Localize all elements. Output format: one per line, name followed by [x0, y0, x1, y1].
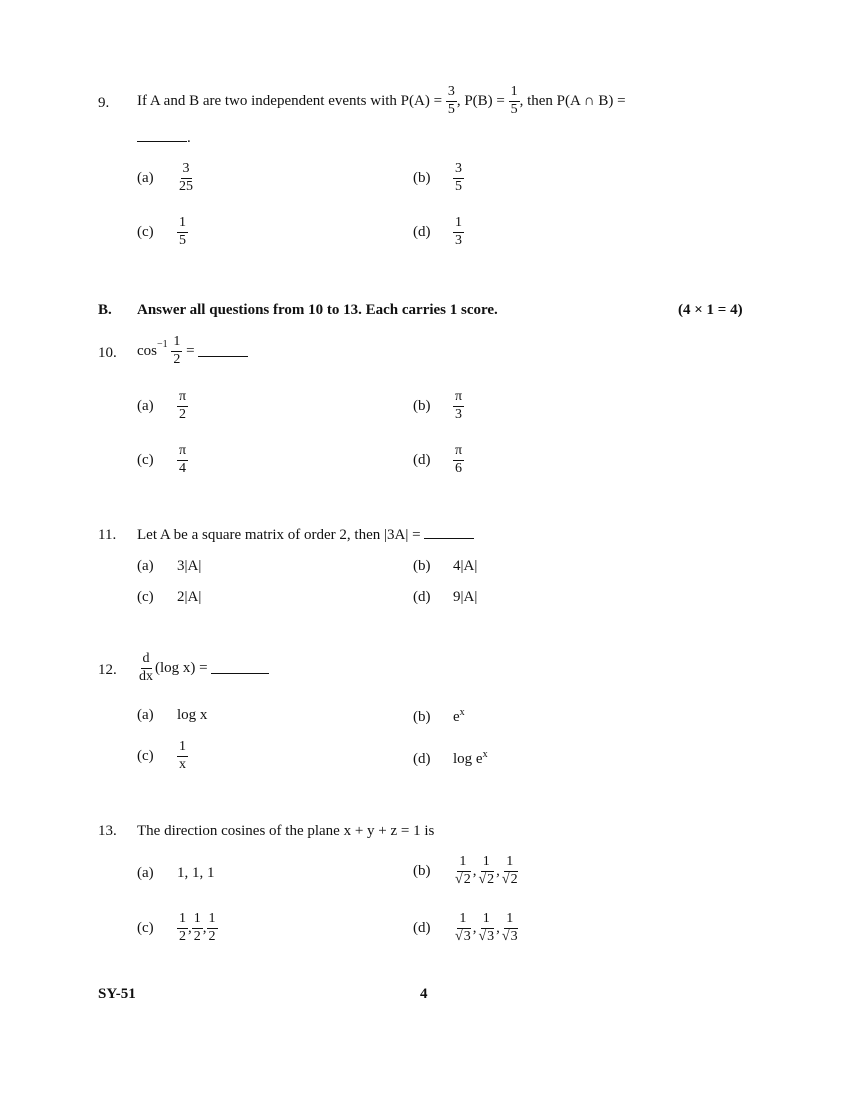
- q10-option-b[interactable]: (b) $\frac{\pi}{3}$: [413, 389, 463, 422]
- q10-stem: [137, 335, 248, 367]
- section-b-instruction: Answer all questions from 10 to 13. Each carries 1 score.: [137, 302, 498, 318]
- q9-option-a[interactable]: (a) $\frac{3}{25}$: [137, 161, 193, 194]
- q13-option-d[interactable]: (d) $\frac{1}{√3}$ , $\frac{1}{√3}$ , $\frac{1}{√3}$: [413, 911, 518, 944]
- q11-stem: Let A be a square matrix of order 2, then |3A| =: [137, 527, 474, 544]
- q12-derivative: $\frac{d}{dx}$: [139, 651, 153, 684]
- q9-option-c[interactable]: (c) $\frac{1}{5}$: [137, 215, 186, 248]
- q9-stem: [137, 85, 626, 117]
- q12-option-d[interactable]: (d) $\log e^x$: [413, 749, 488, 767]
- q11-option-c[interactable]: (c) 2|A|: [137, 589, 202, 605]
- q13-number: 13.: [98, 823, 117, 839]
- q12-stem: [137, 652, 269, 684]
- q9-number: 9.: [98, 95, 110, 111]
- q13-option-a[interactable]: (a) 1, 1, 1: [137, 865, 215, 881]
- q13-option-c[interactable]: (c) $\frac{1}{2}$ , $\frac{1}{2}$ , $\frac{1}{2}$: [137, 911, 216, 944]
- q10-option-a[interactable]: (a) $\frac{\pi}{2}$: [137, 389, 187, 422]
- q9-answer-blank: .: [137, 130, 191, 147]
- section-b-letter: B.: [98, 302, 112, 318]
- q10-option-d[interactable]: (d) $\frac{\pi}{6}$: [413, 443, 463, 476]
- q10-eq: =: [186, 342, 195, 359]
- q10-option-c[interactable]: (c) $\frac{\pi}{4}$: [137, 443, 187, 476]
- section-b-marks: (4 × 1 = 4): [678, 302, 743, 318]
- q12-expr: (log x) =: [155, 659, 208, 676]
- q11-option-a[interactable]: (a) 3|A|: [137, 558, 202, 574]
- q10-number: 10.: [98, 345, 117, 361]
- q9-option-b[interactable]: (b) $\frac{3}{5}$: [413, 161, 462, 194]
- q13-stem: The direction cosines of the plane x + y + z = 1 is: [137, 823, 435, 839]
- q12-number: 12.: [98, 662, 117, 678]
- q10-answer-blank: [198, 356, 248, 357]
- q11-answer-blank: [424, 538, 474, 539]
- q9-pb-fraction: $\frac{1}{5}$: [510, 84, 518, 117]
- q13-option-b[interactable]: (b) $\frac{1}{√2}$ , $\frac{1}{√2}$ , $\frac{1}{√2}$: [413, 854, 518, 887]
- q9-text-c: , then P(A ∩ B) =: [519, 92, 626, 109]
- q10-sup: −1: [157, 339, 168, 350]
- q10-prefix: cos: [137, 342, 157, 359]
- q9-option-d[interactable]: (d) $\frac{1}{3}$: [413, 215, 462, 248]
- q10-fraction: $\frac{1}{2}$: [173, 334, 181, 367]
- q12-option-c[interactable]: (c) $\frac{1}{x}$: [137, 739, 186, 772]
- q12-option-b[interactable]: (b) $e^x$: [413, 707, 465, 725]
- q9-text-b: , P(B) =: [456, 92, 505, 109]
- q9-pa-fraction: $\frac{3}{5}$: [447, 84, 455, 117]
- q9-text-a: If A and B are two independent events with P(A) =: [137, 92, 443, 109]
- q11-option-b[interactable]: (b) 4|A|: [413, 558, 478, 574]
- q12-answer-blank: [211, 673, 269, 674]
- q12-option-a[interactable]: (a) log x: [137, 707, 208, 723]
- q11-number: 11.: [98, 527, 117, 543]
- page-number: 4: [420, 986, 428, 1002]
- footer-code: SY-51: [98, 986, 136, 1002]
- q11-option-d[interactable]: (d) 9|A|: [413, 589, 478, 605]
